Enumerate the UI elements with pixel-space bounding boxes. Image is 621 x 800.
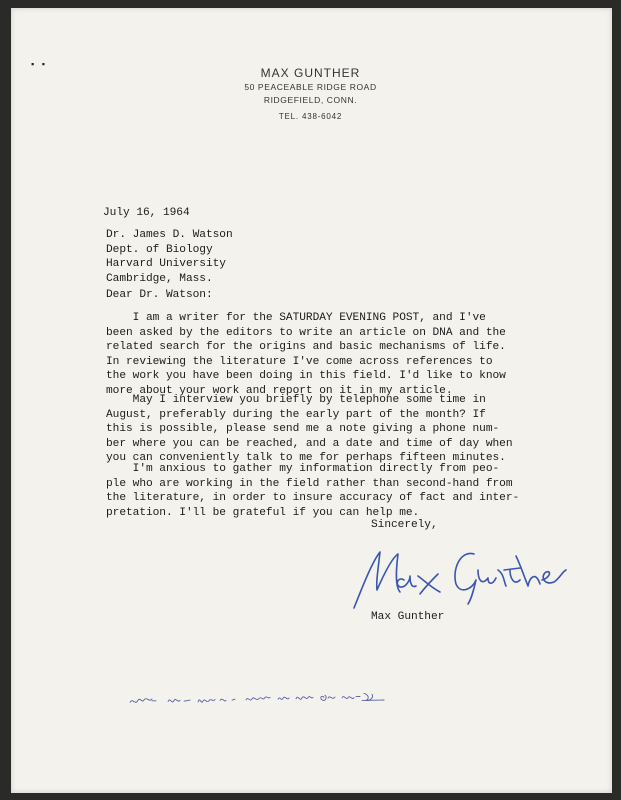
letterhead-city: RIDGEFIELD, CONN.	[263, 95, 358, 105]
letterhead	[0, 66, 621, 121]
letterhead-tel: TEL. 438-6042	[278, 112, 343, 121]
letterhead-name: MAX GUNTHER	[260, 66, 361, 80]
recipient-line: Dept. of Biology	[106, 243, 213, 256]
paragraph-3: I'm anxious to gather my information directly from peo- ple who are working in the field rather than second-hand from the literature, in order to insure accuracy of fact and inter- pretation. I'll be grateful if you can help me.	[106, 463, 520, 519]
recipient-address	[106, 228, 233, 286]
paragraph-2: May I interview you briefly by telephone some time in August, preferably during the early part of the month? If this is possible, please send me a note giving a phone num- ber where you can be reached, and a date and time of day when you can conveniently talk to me for perhaps fifteen minutes.	[106, 394, 513, 465]
handwritten-signature	[344, 540, 584, 610]
closing: Sincerely,	[371, 519, 438, 531]
recipient-line: Harvard University	[106, 258, 226, 271]
letter-date: July 16, 1964	[103, 207, 190, 219]
recipient-line: Cambridge, Mass.	[106, 272, 213, 285]
paragraph-1: I am a writer for the SATURDAY EVENING POST, and I've been asked by the editors to write an article on DNA and the related search for the origins and basic mechanisms of life. In reviewing the literature I've come across references to the work you have been doing in this field. I'd like to know more about your work and report on it in my article.	[106, 312, 506, 397]
recipient-line: Dr. James D. Watson	[106, 229, 233, 241]
letterhead-street: 50 PEACEABLE RIDGE ROAD	[244, 82, 377, 92]
typed-signature-name: Max Gunther	[371, 611, 445, 623]
edge-marks: ▪ ▪	[30, 60, 47, 70]
salutation: Dear Dr. Watson:	[106, 289, 213, 301]
